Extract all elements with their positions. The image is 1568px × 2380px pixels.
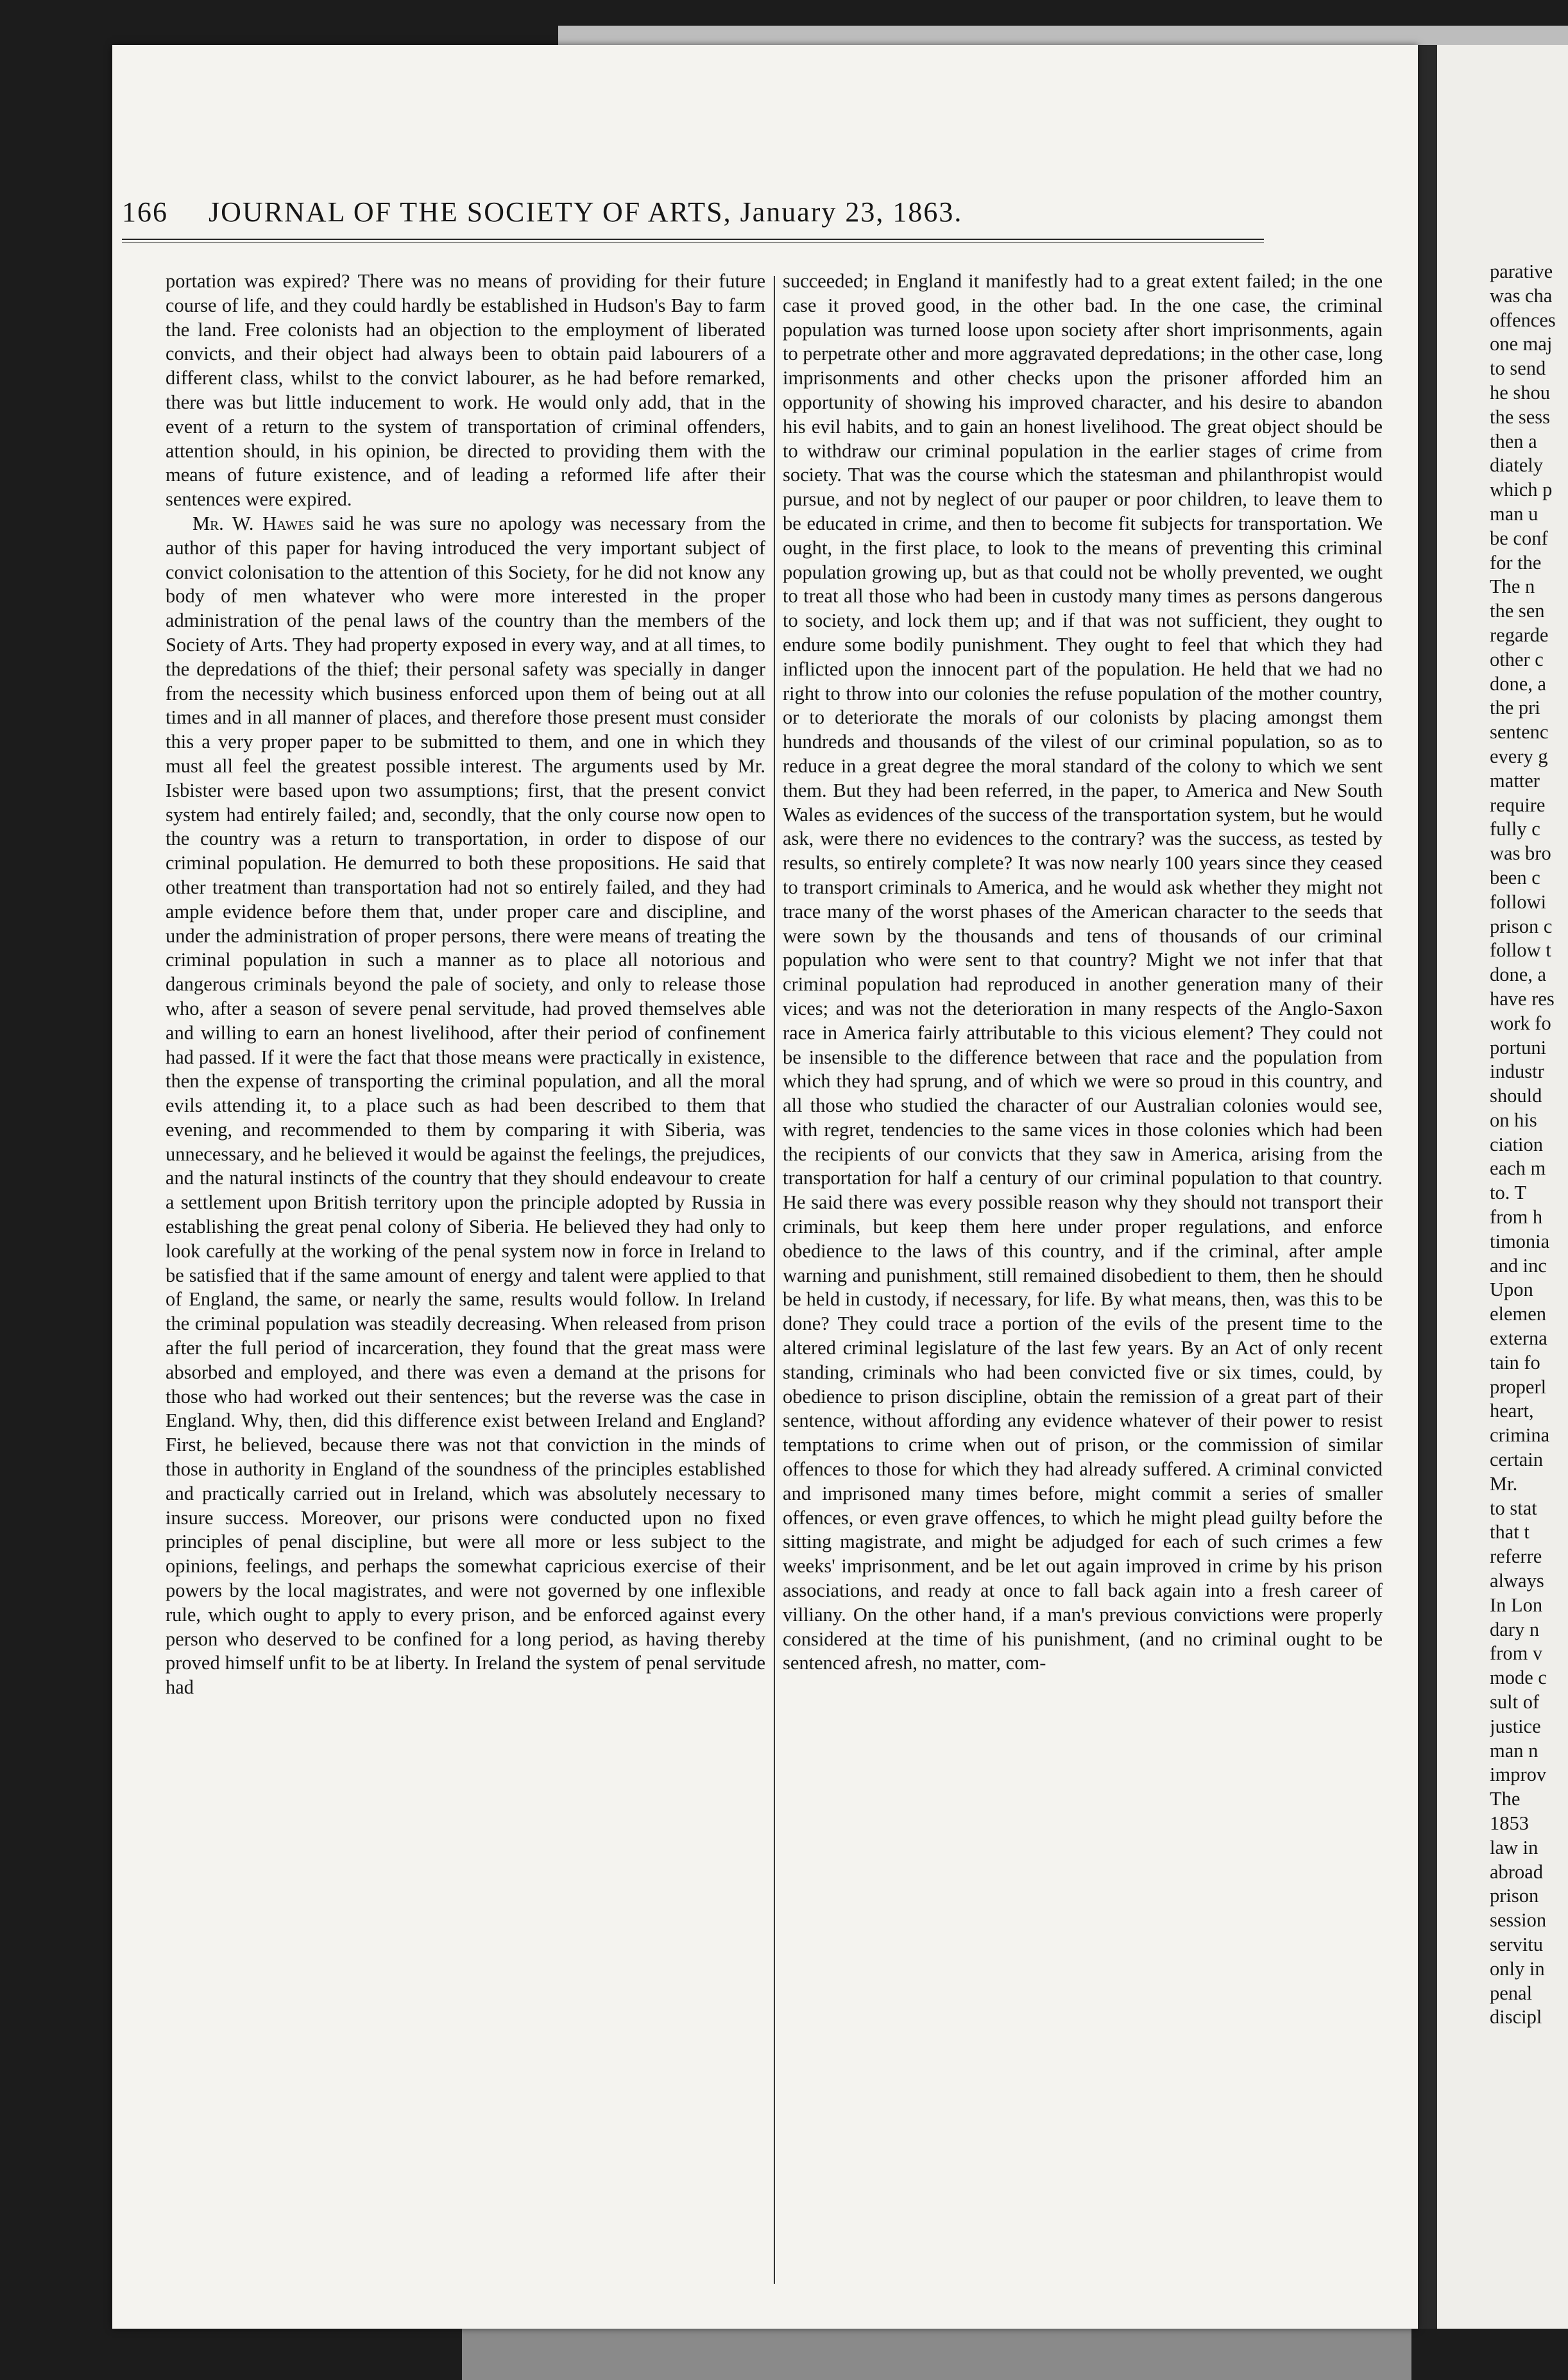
facing-page-line: prison — [1490, 1885, 1539, 1907]
facing-page-line: The n — [1490, 575, 1535, 598]
facing-page-line: only in — [1490, 1957, 1545, 1980]
facing-page-line: abroad — [1490, 1860, 1543, 1883]
right-column — [783, 269, 1383, 2284]
facing-page-line: elemen — [1490, 1303, 1547, 1325]
facing-page-line: offences — [1490, 309, 1556, 331]
facing-page-line: matter — [1490, 769, 1540, 792]
facing-page-line: from h — [1490, 1206, 1543, 1228]
facing-page-line: require — [1490, 794, 1546, 816]
facing-page-line: one maj — [1490, 333, 1553, 355]
facing-page-text — [1490, 260, 1568, 2030]
facing-page-line: externa — [1490, 1327, 1547, 1350]
facing-page-line: dary n — [1490, 1618, 1540, 1640]
facing-page-line: referre — [1490, 1545, 1542, 1568]
facing-page-line: the sen — [1490, 600, 1545, 622]
facing-page-line: done, a — [1490, 964, 1547, 986]
book-gutter — [1418, 45, 1437, 2329]
facing-page-line: other c — [1490, 648, 1544, 670]
facing-page-line: justice — [1490, 1715, 1541, 1737]
facing-page-line: regarde — [1490, 624, 1549, 646]
facing-page-line: properl — [1490, 1375, 1547, 1398]
facing-page-line: done, a — [1490, 672, 1547, 695]
facing-page-line: be conf — [1490, 527, 1548, 549]
left-paragraph-2 — [166, 512, 765, 1700]
facing-page-line: crimina — [1490, 1424, 1550, 1447]
facing-page-line: portuni — [1490, 1036, 1547, 1058]
facing-page-line: been c — [1490, 866, 1540, 888]
facing-page-line: 1853 — [1490, 1812, 1529, 1834]
facing-page-line: the sess — [1490, 405, 1551, 428]
facing-page-line: tain fo — [1490, 1351, 1540, 1373]
left-paragraph-1: portation was expired? There was no means of providing for their future course of life, and they could hardly be established in Hudson's Bay to farm the land. Free colonists had an objection to the employment of liberated convicts, and their object had always been to obtain paid labourers of a different class, whilst to the convict labourer, as he had before remarked, there was but little inducement to work. He would only add, that in the event of a return to the system of transportation of criminal offenders, attention should, in his opinion, be directed to providing them with the means of future existence, and of leading a reformed life after their sentences were expired. — [166, 270, 765, 511]
left-column — [166, 269, 765, 2284]
left-paragraph-2-text: said he was sure no apology was necessary from the author of this paper for having introduced the very important subject of convict colonisation to the attention of this Society, for he did not know any body of men whatever who were more interested in the proper administration of the penal laws of the country than the members of the Society of Arts. They had property exposed in every way, and at all times, to the depredations of the thief; their personal safety was specially in danger from the necessity which business enforced upon them of being out at all times and in all manner of places, and therefore those present must consider this a very proper paper to be submitted to them, and one in which they must all feel the greatest possible interest. The arguments used by Mr. Isbister were based upon two assumptions; first, that the present convict system had entirely failed; and, secondly, that the only course now open to the country was a return to transportation, in order to dispose of our criminal population. He demurred to both these propositions. He said that other treatment than transportation had not so entirely failed, and they had ample evidence before them that, under proper care and discipline, and under the administration of proper persons, there were means of treating the criminal population in such a manner as to place all notorious and dangerous criminals beyond the pale of society, and only to release those who, after a season of severe penal servitude, had proved themselves able and willing to earn an honest livelihood, after their period of confinement had passed. If it were the fact that those means were practically in existence, then the expense of transporting the criminal population, and all the moral evils attending it, to a place such as had been described to them that evening, and recommended to them by comparing it with Siberia, was unnecessary, and he believed it would be against the feelings, the prejudices, and the natural instincts of the country that they should endeavour to create a settlement upon British territory upon the principle adopted by Russia in establishing the great penal colony of Siberia. He believed they had only to look carefully at the working of the penal system now in force in Ireland to be satisfied that if the same amount of energy and talent were applied to that of England, the same, or nearly the same, results would follow. In Ireland the criminal population was steadily decreasing. When released from prison after the full period of incarceration, they found that the great mass were absorbed and employed, and there was even a demand at the prisons for those who had worked out their sentences; but the reverse was the case in England. Why, then, did this difference exist between Ireland and England? First, he believed, because there was not that conviction in the minds of those in authority in England of the soundness of the principles established and practically carried out in Ireland, which was absolutely necessary to insure success. Moreover, our prisons were conducted upon no fixed principles of penal discipline, but were all more or less subject to the opinions, feelings, and perhaps the somewhat capricious exercise of their powers by the local magistrates, and were not governed by one inflexible rule, which ought to apply to every prison, and be enforced against every person who deserved to be confined for a long period, as having thereby proved himself unfit to be at liberty. In Ireland the system of penal servitude had — [166, 512, 765, 1699]
facing-page-line: industr — [1490, 1060, 1544, 1083]
facing-page-line: sult of — [1490, 1691, 1540, 1713]
facing-page-line: parative — [1490, 260, 1553, 282]
facing-page-line: improv — [1490, 1764, 1547, 1786]
facing-page-line: sentenc — [1490, 721, 1549, 744]
facing-page-line: follow t — [1490, 939, 1551, 962]
facing-page-line: should — [1490, 1085, 1542, 1107]
facing-page-line: man n — [1490, 1739, 1538, 1762]
journal-title: JOURNAL OF THE SOCIETY OF ARTS, January 23, 1863. — [209, 196, 963, 228]
facing-page-line: fully c — [1490, 818, 1540, 840]
facing-page-line: and inc — [1490, 1254, 1547, 1277]
header-rule — [122, 239, 1264, 242]
facing-page-line: diately — [1490, 454, 1543, 477]
facing-page-line: to send — [1490, 357, 1546, 380]
facing-page-line: then a — [1490, 430, 1537, 452]
facing-page-line: for the — [1490, 551, 1542, 574]
facing-page-line: heart, — [1490, 1400, 1534, 1422]
facing-page-line: to stat — [1490, 1497, 1537, 1519]
facing-page-line: was cha — [1490, 284, 1553, 307]
facing-page-line: session — [1490, 1909, 1547, 1932]
facing-page-line: to. T — [1490, 1182, 1527, 1204]
right-paragraph-1: succeeded; in England it manifestly had to a great extent failed; in the one case it proved good, in the other bad. In the one case, the criminal population was turned loose upon society after short imprisonments, again to perpetrate other and more aggravated depredations; in the other case, long imprisonments and other checks upon the prisoner afforded him an opportunity of showing his improved character, and his desire to abandon his evil habits, and to gain an honest livelihood. The great object should be to withdraw our criminal population in the earlier stages of crime from society. That was the course which the statesman and philanthropist would pursue, and not by neglect of our pauper or poor children, to leave them to be educated in crime, and then to become fit subjects for transportation. We ought, in the first place, to look to the means of preventing this criminal population growing up, but as that could not be wholly prevented, we ought to treat all those who had been in custody many times as persons dangerous to society, and lock them up; and if that was not sufficient, they ought to endure some bodily punishment. They ought to feel that which they had inflicted upon the innocent part of the population. He held that we had no right to throw into our colonies the refuse population of the mother country, or to deteriorate the morals of our colonists by placing amongst them hundreds and thousands of the vilest of our criminal population, so as to reduce in a great degree the moral standard of the colony to which we sent them. But they had been referred, in the paper, to America and New South Wales as evidences of the success of the transportation system, but he would ask, were there no evidences to the contrary? was the success, as tested by results, so entirely complete? It was now nearly 100 years since they ceased to transport criminals to America, and he would ask whether they might not trace many of the worst phases of the American character to the seeds that were sown by the thousands and tens of thousands of our criminal population who were sent to that country? Might we not infer that that criminal population had reproduced in another generation many of their vices; and was not the deterioration in many respects of the Anglo-Saxon race in America fairly attributable to this vicious element? They could not be insensible to the difference between that race and the population from which they had sprung, and of which we were so proud in this country, and all those who studied the character of our Australian colonies would see, with regret, tendencies to the same vices in those colonies which had been the recipients of our convicts that they saw in America, arising from the transportation for half a century of our criminal population to that country. He said there was every possible reason why they should not transport their criminals, but keep them here under proper regulations, and enforce obedience to the laws of this country, and if the criminal, after ample warning and punishment, still remained disobedient to them, then he should be held in custody, if necessary, for life. By what means, then, was this to be done? They could trace a portion of the evils of the present time to the altered criminal legislature of the last few years. By an Act of only recent standing, criminals who had been convicted five or six times, could, by obedience to prison discipline, obtain the remission of a great part of their sentence, without affording any evidence whatever of their power to resist temptations to crime when out of prison, or the commission of similar offences to those for which they had already suffered. A criminal convicted and imprisoned many times before, might commit a series of smaller offences, or even grave offences, to which he might plead guilty before the sitting magistrate, and might be adjudged for each of such crimes a few weeks' imprisonment, and be let out again improved in crime by his prison associations, and ready at once to fall back again into a fresh career of villiany. On the other hand, if a man's previous convictions were properly considered at the time of his punishment, (and no criminal ought to be sentenced afresh, no matter, com- — [783, 270, 1383, 1674]
page-header — [122, 196, 1264, 234]
page-number: 166 — [122, 196, 168, 228]
facing-page-line: every g — [1490, 745, 1548, 767]
facing-page-line: Upon — [1490, 1279, 1533, 1301]
facing-page-line: ciation — [1490, 1133, 1543, 1155]
column-divider — [774, 276, 775, 2284]
facing-page-line: on his — [1490, 1109, 1537, 1131]
facing-page-line: have res — [1490, 987, 1555, 1010]
facing-page-line: work fo — [1490, 1012, 1551, 1034]
facing-page-line: servitu — [1490, 1933, 1544, 1955]
facing-page-line: Mr. — [1490, 1472, 1518, 1495]
speaker-name: Mr. W. Hawes — [192, 512, 314, 534]
facing-page-line: followi — [1490, 890, 1547, 913]
facing-page-line: prison c — [1490, 915, 1553, 937]
facing-page-line: that t — [1490, 1521, 1530, 1543]
facing-page-line: was bro — [1490, 842, 1551, 865]
facing-page-line: from v — [1490, 1642, 1543, 1665]
facing-page-line: which p — [1490, 479, 1553, 501]
facing-page-line: timonia — [1490, 1230, 1550, 1252]
facing-page-line: In Lon — [1490, 1594, 1543, 1616]
facing-page-line: always — [1490, 1570, 1544, 1592]
facing-page-line: The — [1490, 1788, 1521, 1810]
facing-page-line: penal — [1490, 1982, 1533, 2004]
facing-page-line: the pri — [1490, 697, 1540, 719]
facing-page-line: law in — [1490, 1836, 1538, 1858]
facing-page-line: certain — [1490, 1449, 1543, 1471]
facing-page-line: each m — [1490, 1157, 1546, 1180]
facing-page-line: discipl — [1490, 2006, 1542, 2028]
facing-page-line: man u — [1490, 502, 1538, 525]
facing-page-line: he shou — [1490, 381, 1551, 404]
facing-page-line: mode c — [1490, 1667, 1547, 1689]
